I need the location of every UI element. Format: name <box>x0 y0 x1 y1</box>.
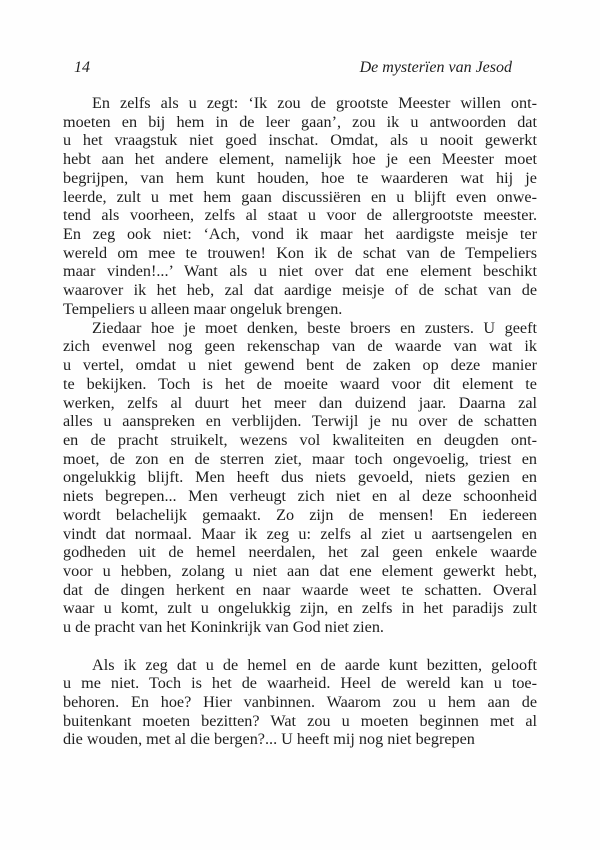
text-line: waarover ik het heb, zal dat aardige meisje of de schat van de <box>63 281 537 300</box>
paragraph <box>63 94 537 319</box>
text-line: hebt aan het andere element, namelijk hoe je een Meester moet <box>63 150 537 169</box>
paragraph <box>63 656 537 750</box>
text-line: begrijpen, van hem kunt houden, hoe te waarderen wat hij je <box>63 168 537 187</box>
text-line: werken, zelfs al duurt het meer dan duizend jaar. Daarna zal <box>63 393 537 412</box>
text-line: Ziedaar hoe je moet denken, beste broers en zusters. U geeft <box>92 318 537 337</box>
text-line: alles u aanspreken en verblijden. Terwijl je nu over de schatten <box>63 412 537 431</box>
text-line: En zelfs als u zegt: ‘Ik zou de grootste Meester willen ont- <box>92 94 537 112</box>
text-line: tend als voorheen, zelfs al staat u voor de allergrootste meester. <box>63 206 537 225</box>
text-line: u de pracht van het Koninkrijk van God niet zien. <box>63 618 384 637</box>
running-head-title: De mysterïen van Jesod <box>359 59 512 76</box>
text-line: leerde, zult u met hem gaan discussiëren en u blijft even onwe- <box>63 187 537 206</box>
running-head <box>0 0 600 77</box>
text-line: moet, de zon en de sterren ziet, maar toch ongevoelig, triest en <box>63 449 537 468</box>
page-number: 14 <box>74 59 90 76</box>
text-line: wordt belachelijk gemaakt. Zo zijn de mensen! En iedereen <box>63 505 537 524</box>
text-line: voor u hebben, zolang u niet aan dat ene element gewerkt hebt, <box>63 561 537 580</box>
text-line: buitenkant moeten bezitten? Wat zou u moeten beginnen met al <box>63 711 537 730</box>
text-line: Als ik zeg dat u de hemel en de aarde kunt bezitten, gelooft <box>92 655 537 674</box>
text-line: u me niet. Toch is het de waarheid. Heel de wereld kan u toe- <box>63 674 537 693</box>
text-line: Tempeliers u alleen maar ongeluk brengen. <box>63 299 343 318</box>
text-line: zich evenwel nog geen rekenschap van de waarde van wat ik <box>63 337 537 356</box>
text-line: waar u komt, zult u ongelukkig zijn, en zelfs in het paradijs zult <box>63 599 537 618</box>
text-line: moeten en bij hem in de leer gaan’, zou ik u antwoorden dat <box>63 112 537 131</box>
text-line: te bekijken. Toch is het de moeite waard voor dit element te <box>63 374 537 393</box>
text-line: En zeg ook niet: ‘Ach, vond ik maar het aardigste meisje ter <box>63 225 537 244</box>
text-line: wereld om mee te trouwen! Kon ik de schat van de Tempeliers <box>63 243 537 262</box>
text-line: dat de dingen herkent en naar waarde weet te schatten. Overal <box>63 580 537 599</box>
text-line: u vertel, omdat u niet gewend bent de zaken op deze manier <box>63 356 537 375</box>
text-line: behoren. En hoe? Hier vanbinnen. Waarom zou u hem aan de <box>63 693 537 711</box>
text-line: die wouden, met al die bergen?... U heeft mij nog niet begrepen <box>63 730 475 749</box>
text-line: maar vinden!...’ Want als u niet over dat ene element beschikt <box>63 262 537 281</box>
paragraph <box>63 319 537 637</box>
text-line: u het vraagstuk niet goed inschat. Omdat, als u nooit gewerkt <box>63 131 537 150</box>
page-body <box>63 94 537 749</box>
text-line: vindt dat normaal. Maar ik zeg u: zelfs al ziet u aartsengelen en <box>63 524 537 543</box>
text-line: ongelukkig blijft. Men heeft dus niets gevoeld, niets gezien en <box>63 468 537 487</box>
text-line: en de pracht struikelt, wezens vol kwaliteiten en deugden ont- <box>63 430 537 449</box>
text-line: godheden uit de hemel neerdalen, het zal geen enkele waarde <box>63 543 537 562</box>
text-line: niets begrepen... Men verheugt zich niet en al deze schoonheid <box>63 487 537 506</box>
